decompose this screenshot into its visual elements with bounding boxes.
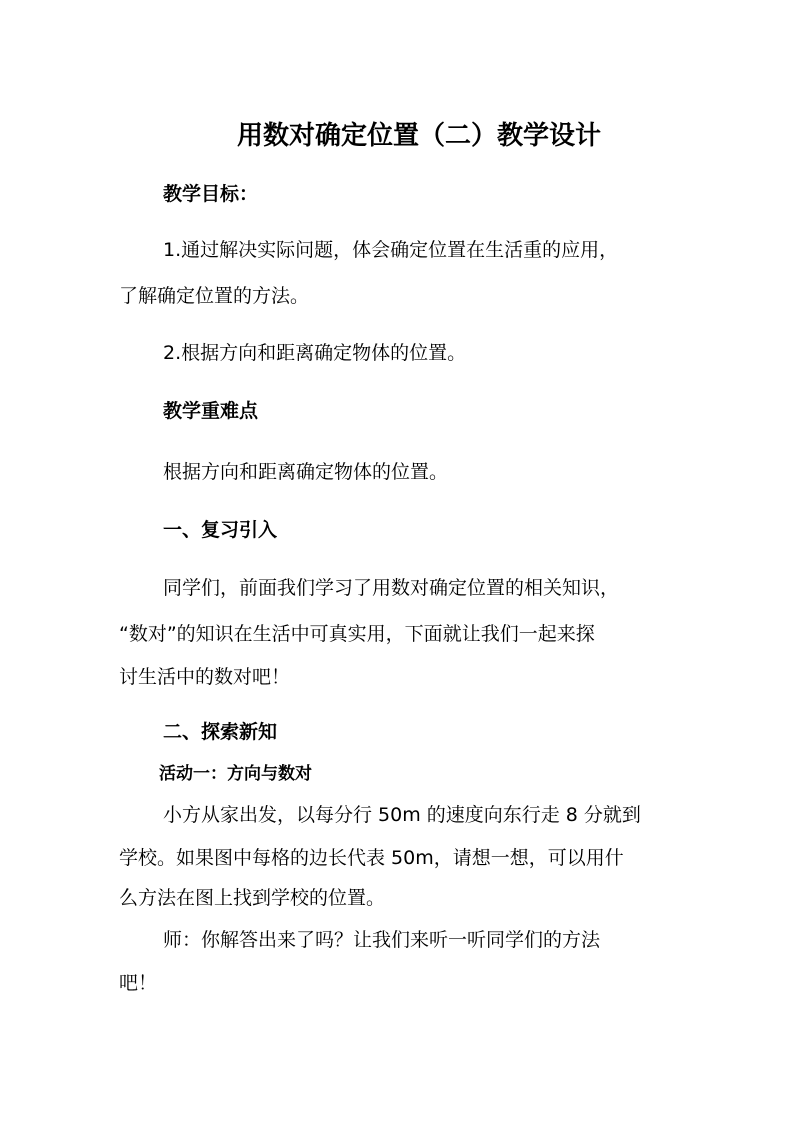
activity-1-line-3: 么方法在图上找到学校的位置。 [119, 887, 386, 909]
objective-1-line-1: 1.通过解决实际问题，体会确定位置在生活重的应用， [163, 239, 619, 261]
key-points-heading: 教学重难点 [163, 400, 259, 422]
objective-1-line-2: 了解确定位置的方法。 [119, 285, 310, 307]
key-points-text: 根据方向和距离确定物体的位置。 [163, 461, 449, 483]
document-title: 用数对确定位置（二）教学设计 [237, 121, 602, 151]
section-1-line-2: “数对”的知识在生活中可真实用，下面就让我们一起来探 [119, 623, 595, 645]
section-1-line-1: 同学们，前面我们学习了用数对确定位置的相关知识， [163, 577, 620, 599]
section-2-heading: 二、探索新知 [163, 721, 278, 743]
section-1-heading: 一、复习引入 [163, 519, 278, 541]
objective-2: 2.根据方向和距离确定物体的位置。 [163, 342, 467, 364]
activity-1-line-2: 学校。如果图中每格的边长代表 50m，请想一想，可以用什 [119, 847, 624, 869]
teacher-line-2: 吧！ [119, 972, 158, 994]
activity-1-line-1: 小方从家出发，以每分行 50m 的速度向东行走 8 分就到 [163, 804, 641, 826]
objectives-heading: 教学目标： [163, 183, 259, 205]
teacher-line-1: 师：你解答出来了吗？让我们来听一听同学们的方法 [163, 929, 601, 951]
activity-1-heading: 活动一：方向与数对 [159, 764, 312, 784]
section-1-line-3: 讨生活中的数对吧！ [119, 666, 291, 688]
